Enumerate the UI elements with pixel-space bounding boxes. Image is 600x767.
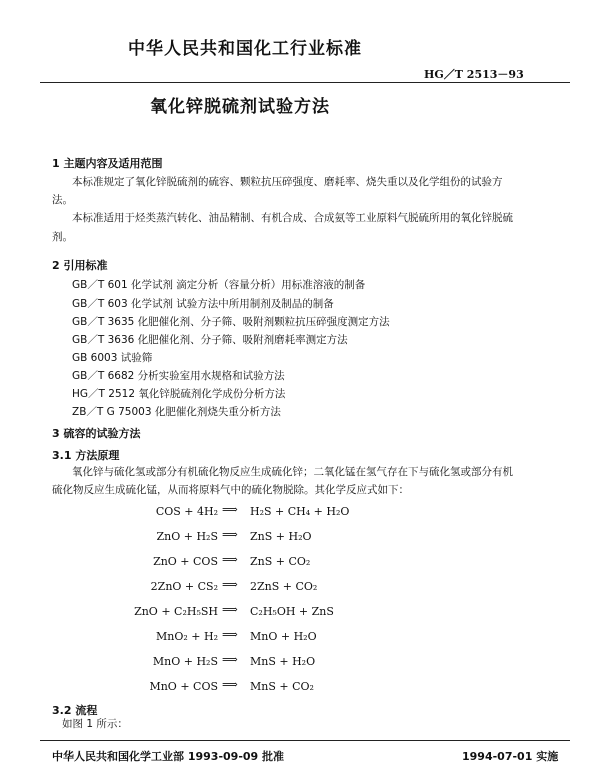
ref-item: GB／T 601 化学试剂 滴定分析（容量分析）用标准溶液的制备 — [72, 279, 366, 291]
ref-item: GB／T 6682 分析实验室用水规格和试验方法 — [72, 370, 285, 382]
section-1-para-1-line-2: 法。 — [52, 194, 73, 206]
approval-note: 中华人民共和国化学工业部 1993-09-09 批准 — [52, 750, 285, 763]
header-rule — [40, 82, 570, 83]
equation-lhs: 2ZnO + CS₂ — [150, 580, 218, 593]
section-3-2-heading: 3.2 流程 — [52, 704, 98, 717]
equation-rhs: MnS + H₂O — [250, 655, 316, 668]
equation-lhs: MnO + COS — [149, 680, 218, 693]
equation-lhs: MnO₂ + H₂ — [156, 630, 218, 643]
equation-lhs: ZnO + H₂S — [156, 530, 218, 543]
standard-number: HG／T 2513－93 — [424, 68, 524, 81]
equation-rhs: MnS + CO₂ — [250, 680, 314, 693]
implementation-date: 1994-07-01 实施 — [462, 750, 559, 763]
equation-lhs: ZnO + COS — [153, 555, 218, 568]
section-2-heading: 2 引用标准 — [52, 259, 108, 272]
ref-item: ZB／T G 75003 化肥催化剂烧失重分析方法 — [72, 406, 281, 418]
equation-lhs: ZnO + C₂H₅SH — [134, 605, 218, 618]
section-3-heading: 3 硫容的试验方法 — [52, 427, 141, 440]
section-1-heading: 1 主题内容及适用范围 — [52, 157, 163, 170]
equation-rhs: H₂S + CH₄ + H₂O — [250, 505, 350, 518]
section-3-2-text: 如图 1 所示： — [62, 718, 128, 730]
equilibrium-arrow-icon: ⟹ — [222, 553, 238, 566]
footer-rule — [40, 740, 570, 741]
issuing-body-title: 中华人民共和国化工行业标准 — [128, 39, 362, 59]
document-title: 氧化锌脱硫剂试验方法 — [150, 97, 330, 117]
equation-rhs: ZnS + H₂O — [250, 530, 312, 543]
section-1-para-2-line-2: 剂。 — [52, 231, 73, 243]
equilibrium-arrow-icon: ⟹ — [222, 528, 238, 541]
equilibrium-arrow-icon: ⟹ — [222, 603, 238, 616]
ref-item: GB／T 3635 化肥催化剂、分子筛、吸附剂颗粒抗压碎强度测定方法 — [72, 316, 390, 328]
equilibrium-arrow-icon: ⟹ — [222, 578, 238, 591]
ref-item: GB 6003 试验筛 — [72, 352, 153, 364]
section-3-1-heading: 3.1 方法原理 — [52, 449, 120, 462]
equation-lhs: COS + 4H₂ — [155, 505, 218, 518]
equation-rhs: 2ZnS + CO₂ — [250, 580, 318, 593]
ref-item: GB／T 603 化学试剂 试验方法中所用制剂及制品的制备 — [72, 298, 334, 310]
equilibrium-arrow-icon: ⟹ — [222, 503, 238, 516]
equilibrium-arrow-icon: ⟹ — [222, 628, 238, 641]
equation-lhs: MnO + H₂S — [152, 655, 218, 668]
ref-item: HG／T 2512 氧化锌脱硫剂化学成份分析方法 — [72, 388, 286, 400]
section-3-1-line-2: 硫化物反应生成硫化锰，从而将原料气中的硫化物脱除。其化学反应式如下： — [52, 484, 409, 496]
section-1-para-2-line-1: 本标准适用于烃类蒸汽转化、油品精制、有机合成、合成氨等工业原料气脱硫所用的氧化锌脱硫 — [72, 212, 513, 224]
equation-rhs: ZnS + CO₂ — [250, 555, 311, 568]
section-1-para-1-line-1: 本标准规定了氧化锌脱硫剂的硫容、颗粒抗压碎强度、磨耗率、烧失重以及化学组份的试验方 — [72, 176, 503, 188]
equation-rhs: MnO + H₂O — [250, 630, 317, 643]
equation-rhs: C₂H₅OH + ZnS — [250, 605, 334, 618]
equilibrium-arrow-icon: ⟹ — [222, 653, 238, 666]
section-3-1-line-1: 氧化锌与硫化氢或部分有机硫化物反应生成硫化锌；二氧化锰在氢气存在下与硫化氢或部分有机 — [72, 466, 513, 478]
ref-item: GB／T 3636 化肥催化剂、分子筛、吸附剂磨耗率测定方法 — [72, 334, 348, 346]
equilibrium-arrow-icon: ⟹ — [222, 678, 238, 691]
